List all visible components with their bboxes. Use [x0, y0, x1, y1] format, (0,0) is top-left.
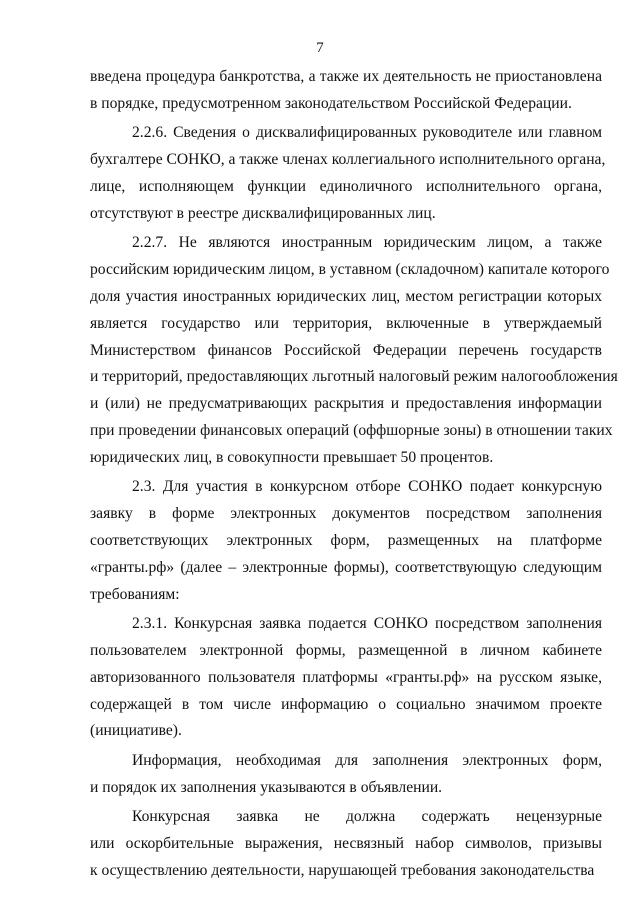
text-line: при проведении финансовых операций (оффшорные зоны) в отношении таких — [90, 421, 613, 439]
text-line: в порядке, предусмотренном законодательством Российской Федерации. — [90, 94, 572, 112]
text-line: 2.2.6. Сведения о дисквалифицированных руководителе или главном — [132, 124, 602, 142]
text-line: является государство или территория, включенные в утверждаемый — [90, 314, 602, 332]
text-line: требованиям: — [90, 585, 180, 603]
text-line: содержащей в том числе информацию о социально значимом проекте — [90, 695, 602, 713]
text-line: пользователем электронной формы, размещенной в личном кабинете — [90, 641, 602, 659]
text-line: заявку в форме электронных документов посредством заполнения — [90, 505, 602, 523]
text-line: доля участия иностранных юридических лиц, местом регистрации которых — [90, 287, 602, 305]
text-line: соответствующих электронных форм, размещенных на платформе — [90, 531, 602, 549]
paragraph — [90, 611, 602, 745]
paragraph — [90, 474, 602, 608]
text-line: российским юридическим лицом, в уставном (складочном) капитале которого — [90, 261, 610, 279]
text-line: Конкурсная заявка не должна содержать нецензурные — [132, 808, 602, 826]
text-line: и территорий, предоставляющих льготный налоговый режим налогообложения — [90, 368, 618, 386]
paragraph — [90, 64, 602, 118]
text-line: авторизованного пользователя платформы «гранты.рф» на русском языке, — [90, 668, 602, 686]
text-line: и (или) не предусматривающих раскрытия и предоставления информации — [90, 395, 602, 413]
paragraph — [90, 230, 618, 471]
text-line: юридических лиц, в совокупности превышает 50 процентов. — [90, 448, 494, 466]
text-line: Министерством финансов Российской Федерации перечень государств — [90, 341, 602, 359]
text-line: 2.3.1. Конкурсная заявка подается СОНКО посредством заполнения — [132, 615, 602, 633]
text-line: (инициативе). — [90, 722, 182, 740]
text-line: Информация, необходимая для заполнения электронных форм, — [132, 751, 602, 769]
text-line: и порядок их заполнения указываются в объявлении. — [90, 778, 443, 796]
paragraph — [90, 120, 606, 227]
paragraph — [90, 804, 602, 884]
text-line: к осуществлению деятельности, нарушающей требования законодательства — [90, 861, 595, 879]
page-number: 7 — [316, 40, 324, 56]
text-line: 2.3. Для участия в конкурсном отборе СОНКО подает конкурсную — [132, 478, 602, 496]
text-line: введена процедура банкротства, а также их деятельность не приостановлена — [90, 68, 602, 85]
text-line: «гранты.рф» (далее – электронные формы), соответствующую следующим — [90, 558, 602, 576]
paragraph — [90, 748, 602, 802]
text-line: отсутствуют в реестре дисквалифицированных лиц. — [90, 204, 436, 222]
text-line: 2.2.7. Не являются иностранным юридическим лицом, а также — [132, 234, 602, 252]
text-line: или оскорбительные выражения, несвязный набор символов, призывы — [90, 835, 602, 853]
text-line: бухгалтере СОНКО, а также членах коллегиального исполнительного органа, — [90, 151, 606, 169]
document-body — [90, 64, 618, 885]
text-line: лице, исполняющем функции единоличного исполнительного органа, — [90, 177, 602, 195]
